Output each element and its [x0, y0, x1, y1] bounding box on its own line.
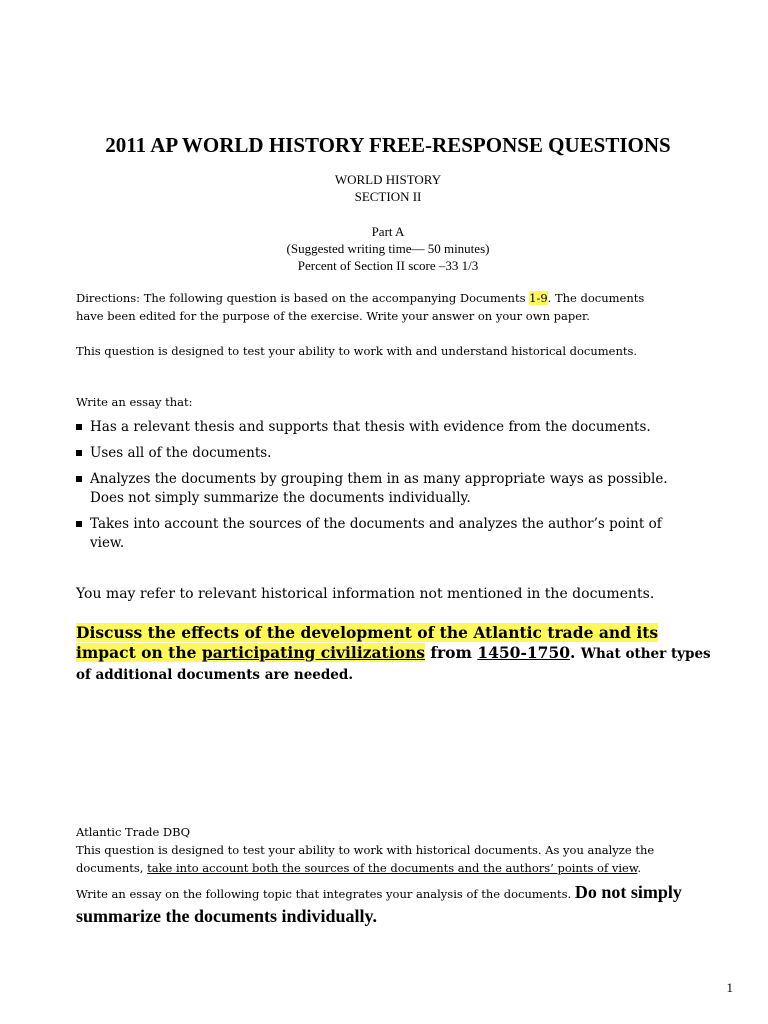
- question-followup: What other types of additional documents are needed.: [76, 646, 711, 683]
- dbq-line2-underlined: take into account both the sources of the documents and the authors’ points of view: [147, 861, 638, 875]
- question-from: from: [424, 643, 478, 662]
- dbq-section: [76, 823, 716, 929]
- dbq-line2-prefix: documents,: [76, 861, 148, 875]
- question-dates: 1450-1750: [477, 643, 571, 662]
- list-item: Analyzes the documents by grouping them in as many appropriate ways as possible. Does not simply summarize the documents individually.: [76, 470, 696, 508]
- may-refer-note: You may refer to relevant historical information not mentioned in the documents.: [76, 586, 655, 602]
- directions-paragraph: [76, 289, 696, 325]
- time-label: (Suggested writing time— 50 minutes): [286, 241, 490, 256]
- dbq-line3-text: Write an essay on the following topic that integrates your analysis of the documents.: [76, 887, 575, 901]
- list-item: Takes into account the sources of the documents and analyzes the author’s point of view.: [76, 515, 696, 553]
- dbq-emphasis: Do not simply summarize the documents individually.: [76, 882, 682, 926]
- question-underlined-civilizations: participating civilizations: [201, 643, 425, 662]
- list-item: Has a relevant thesis and supports that thesis with evidence from the documents.: [76, 418, 696, 437]
- question-period: .: [570, 643, 581, 662]
- document-range-highlight: 1-9: [529, 291, 548, 305]
- part-info-block: [0, 223, 768, 274]
- dbq-line2-suffix: .: [637, 861, 641, 875]
- section-label: SECTION II: [354, 189, 422, 204]
- dbq-heading: Atlantic Trade DBQ: [76, 825, 191, 839]
- essay-question: [76, 623, 716, 685]
- page-title: 2011 AP WORLD HISTORY FREE-RESPONSE QUESTIONS: [105, 133, 671, 157]
- page-number: 1: [726, 980, 733, 995]
- percent-label: Percent of Section II score –33 1/3: [297, 258, 479, 273]
- directions-prefix: Directions: The following question is based on the accompanying Documents: [76, 291, 530, 305]
- essay-intro: Write an essay that:: [76, 395, 193, 409]
- directions-suffix: . The documents: [547, 291, 645, 305]
- dbq-line2: [76, 859, 716, 877]
- list-item: Uses all of the documents.: [76, 444, 696, 463]
- dbq-line3: [76, 881, 716, 929]
- purpose-paragraph: This question is designed to test your ability to work with and understand historical documents.: [76, 344, 638, 358]
- requirements-list: [76, 418, 696, 560]
- dbq-line1: This question is designed to test your ability to work with historical documents. As you analyze the: [76, 843, 655, 857]
- header-subject-block: [0, 171, 768, 205]
- part-label: Part A: [371, 224, 405, 239]
- subject-label: WORLD HISTORY: [334, 172, 442, 187]
- directions-line2: have been edited for the purpose of the exercise. Write your answer on your own paper.: [76, 309, 590, 323]
- question-highlight-1: Discuss the effects of the development of the Atlantic trade and its impact on the: [76, 623, 659, 662]
